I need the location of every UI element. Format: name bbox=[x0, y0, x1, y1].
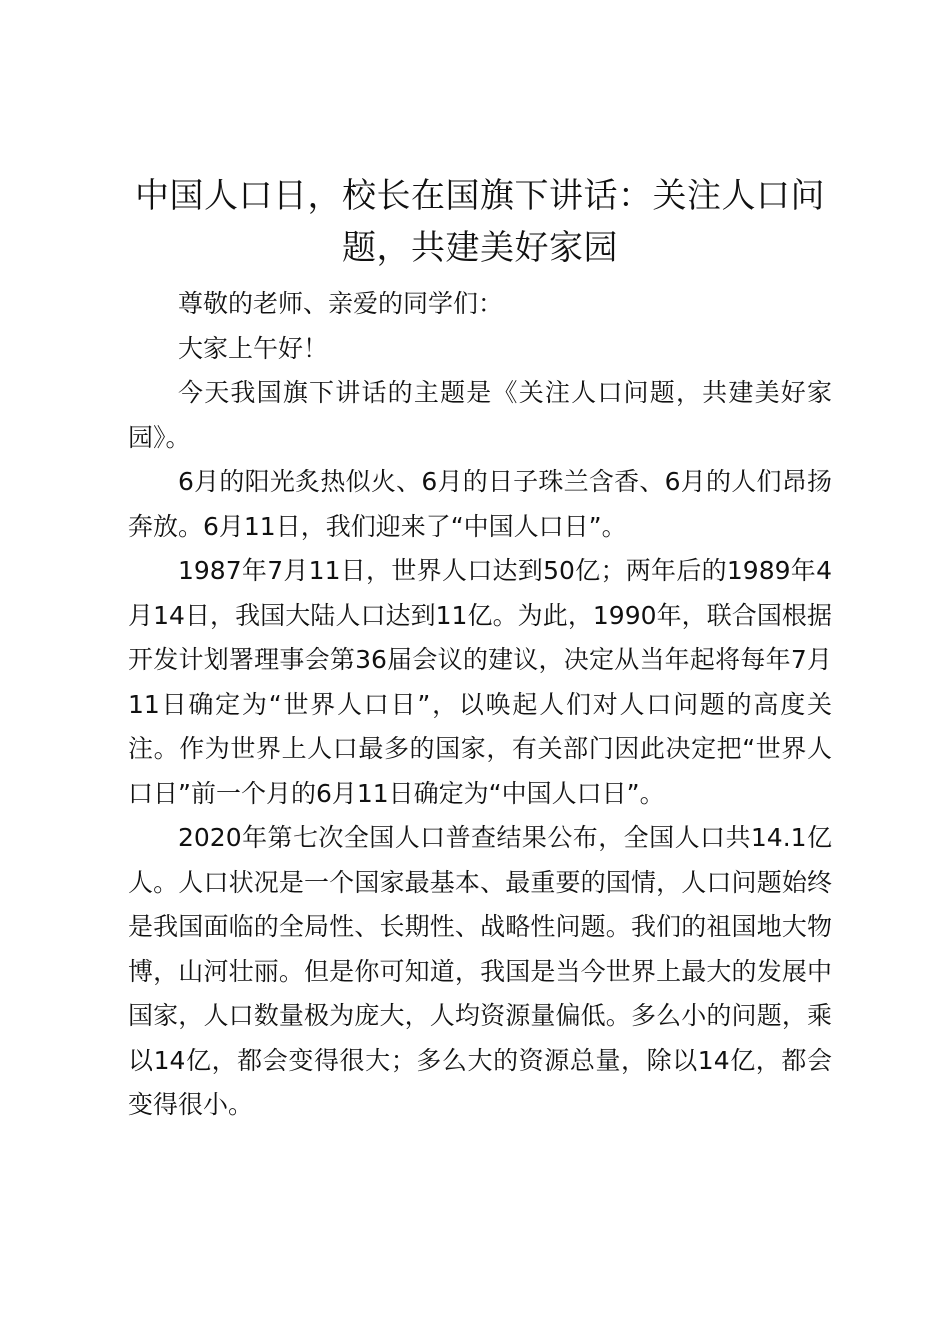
paragraph-history: 1987年7月11日，世界人口达到50亿；两年后的1989年4月14日，我国大陆人口达到11亿。为此，1990年，联合国根据开发计划署理事会第36届会议的建议，决定从当年起将每年7月11日确定为“世界人口日”，以唤起人们对人口问题的高度关注。作为世界上人口最多的国家，有关部门因此决定把“世界人口日”前一个月的6月11日确定为“中国人口日”。 bbox=[128, 556, 832, 808]
paragraph-june: 6月的阳光炙热似火、6月的日子珠兰含香、6月的人们昂扬奔放。6月11日，我们迎来了“中国人口日”。 bbox=[128, 467, 832, 541]
greeting: 大家上午好！ bbox=[178, 333, 329, 363]
paragraph-census: 2020年第七次全国人口普查结果公布，全国人口共14.1亿人。人口状况是一个国家最基本、最重要的国情，人口问题始终是我国面临的全局性、长期性、战略性问题。我们的祖国地大物博，山河壮丽。但是你可知道，我国是当今世界上最大的发展中国家，人口数量极为庞大，人均资源量偏低。多么小的问题，乘以14亿，都会变得很大；多么大的资源总量，除以14亿，都会变得很小。 bbox=[128, 823, 832, 1119]
paragraph-topic: 今天我国旗下讲话的主题是《关注人口问题，共建美好家园》。 bbox=[128, 378, 832, 452]
document-title: 中国人口日，校长在国旗下讲话：关注人口问题，共建美好家园 bbox=[135, 176, 825, 268]
salutation: 尊敬的老师、亲爱的同学们： bbox=[178, 289, 504, 318]
document-page bbox=[128, 170, 832, 1128]
